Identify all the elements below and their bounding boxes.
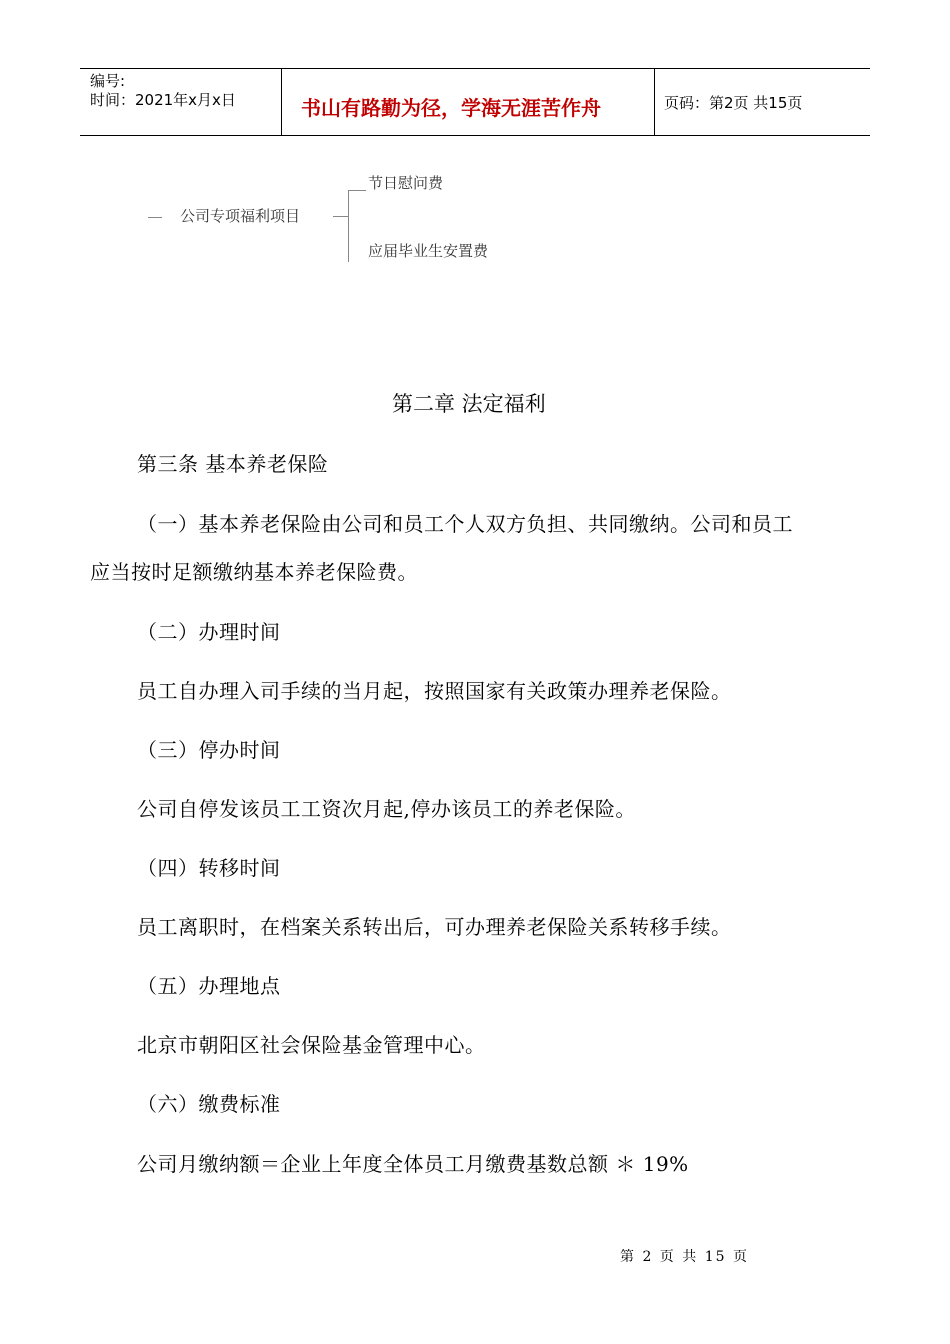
diagram-root-connector	[333, 216, 348, 217]
page-info: 页码：第2页 共15页	[664, 94, 803, 112]
diagram-branch-top-tick	[348, 190, 366, 191]
header-divider-right	[654, 68, 655, 136]
header-divider-left	[281, 68, 282, 136]
paragraph: 公司月缴纳额＝企业上年度全体员工月缴费基数总额 ＊ 19%	[137, 1152, 689, 1176]
paragraph: （一）基本养老保险由公司和员工个人双方负担、共同缴纳。公司和员工	[137, 512, 793, 536]
paragraph: （二）办理时间	[137, 620, 281, 644]
diagram-root-label: 公司专项福利项目	[180, 207, 301, 225]
diagram-lead-dash	[148, 217, 162, 218]
paragraph: （四）转移时间	[137, 856, 281, 880]
paragraph: （五）办理地点	[137, 974, 281, 998]
header-top-rule	[80, 68, 870, 69]
paragraph: 北京市朝阳区社会保险基金管理中心。	[137, 1033, 486, 1057]
diagram-branch-label: 节日慰问费	[368, 174, 444, 192]
paragraph: （三）停办时间	[137, 738, 281, 762]
paragraph: 员工自办理入司手续的当月起，按照国家有关政策办理养老保险。	[137, 679, 732, 703]
serial-label: 编号:	[90, 72, 126, 90]
article-heading: 第三条 基本养老保险	[137, 452, 329, 476]
chapter-title: 第二章 法定福利	[392, 392, 546, 416]
header-bottom-rule	[80, 135, 870, 136]
paragraph: 公司自停发该员工工资次月起,停办该员工的养老保险。	[137, 797, 636, 821]
diagram-bracket-vertical	[348, 190, 349, 262]
paragraph: （六）缴费标准	[137, 1092, 281, 1116]
diagram-branch-label: 应届毕业生安置费	[368, 242, 489, 260]
page-footer: 第 2 页 共 15 页	[620, 1249, 749, 1265]
paragraph: 员工离职时，在档案关系转出后，可办理养老保险关系转移手续。	[137, 915, 732, 939]
motto: 书山有路勤为径，学海无涯苦作舟	[301, 96, 601, 120]
paragraph: 应当按时足额缴纳基本养老保险费。	[90, 560, 418, 584]
date-line: 时间：2021年x月x日	[90, 91, 236, 109]
